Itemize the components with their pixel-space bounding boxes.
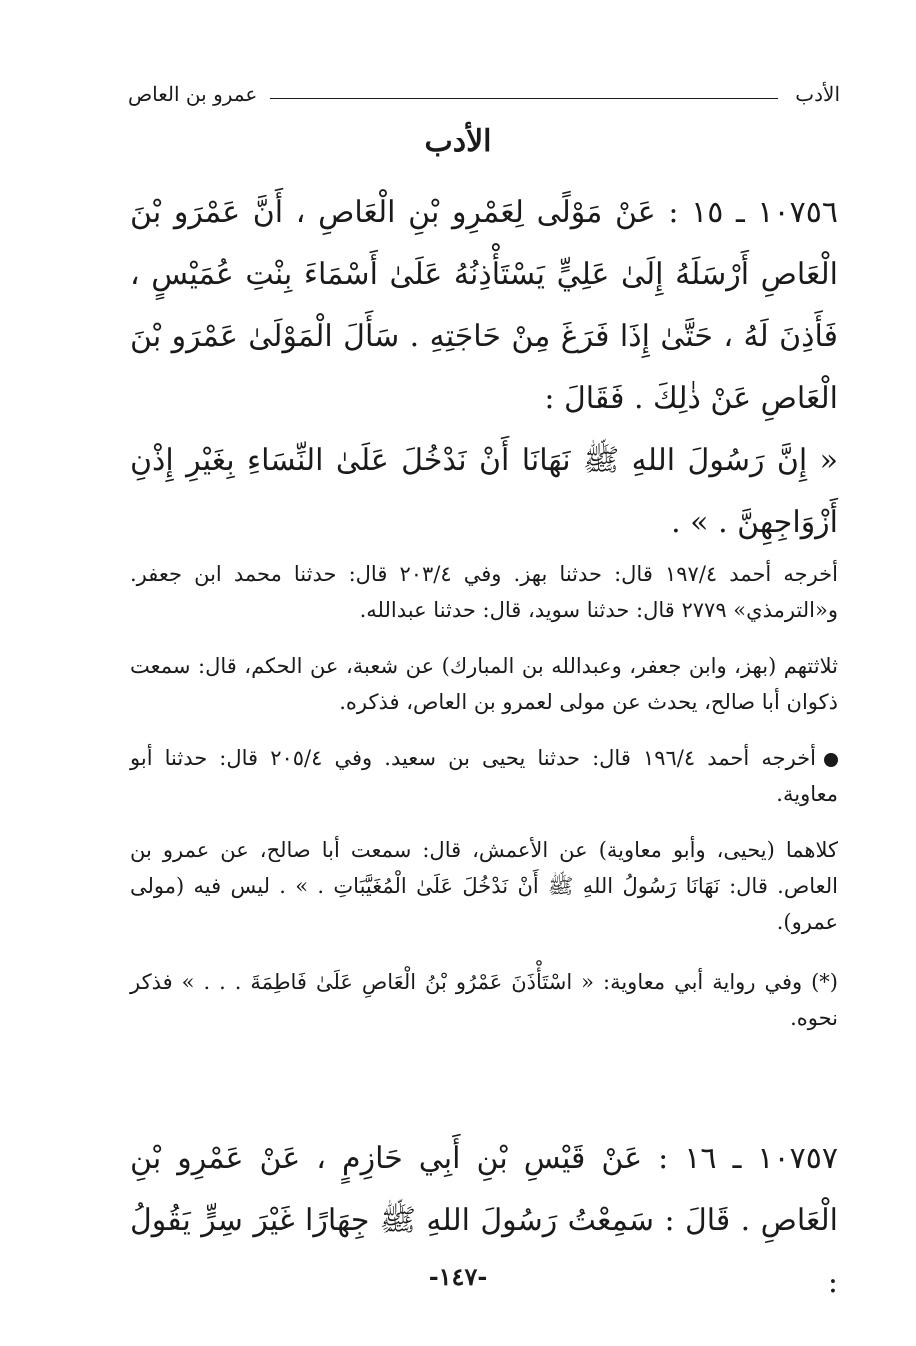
takhrij-note-1: أخرجه أحمد ١٩٧/٤ قال: حدثنا بهز. وفي ٢٠٣/٤ قال: حدثنا محمد ابن جعفر. و«الترمذي» ٢٧٧٩ قال: حدثنا سويد، قال: حدثنا عبدالله. (130, 562, 838, 622)
takhrij-note-4: كلاهما (يحيى، وأبو معاوية) عن الأعمش، قال: سمعت أبا صالح، عن عمرو بن العاص. قال: نَهَانَا رَسُولُ اللهِ ﷺ أَنْ نَدْخُلَ عَلَىٰ الْمُغَيَّبَاتِ . » . ليس فيه (مولى عمرو). (130, 838, 838, 934)
hadith-10756-quote: « إِنَّ رَسُولَ اللهِ ﷺ نَهَانَا أَنْ نَدْخُلَ عَلَىٰ النِّسَاءِ بِغَيْرِ إِذْنِ أَزْوَاجِهِنَّ . » . (130, 443, 838, 540)
takhrij-note-5: (*) وفي رواية أبي معاوية: « اسْتَأْذَنَ عَمْرُو بْنُ الْعَاصِ عَلَىٰ فَاطِمَةَ . . . » فذكر نحوه. (130, 970, 838, 1030)
takhrij-note-3 (130, 740, 838, 812)
takhrij-note-3-text: أخرجه أحمد ١٩٦/٤ قال: حدثنا يحيى بن سعيد. وفي ٢٠٥/٤ قال: حدثنا أبو معاوية. (130, 746, 838, 806)
hadith-10756-text: ١٠٧٥٦ ـ ١٥ : عَنْ مَوْلًى لِعَمْرِو بْنِ الْعَاصِ ، أَنَّ عَمْرَو بْنَ الْعَاصِ أَرْسَلَهُ إِلَىٰ عَلِيٍّ يَسْتَأْذِنُهُ عَلَىٰ أَسْمَاءَ بِنْتِ عُمَيْسٍ ، فَأَذِنَ لَهُ ، حَتَّىٰ إِذَا فَرَغَ مِنْ حَاجَتِهِ . سَأَلَ الْمَوْلَىٰ عَمْرَو بْنَ الْعَاصِ عَنْ ذٰلِكَ . فَقَالَ : (130, 195, 838, 416)
running-header (128, 80, 840, 114)
header-section-title: الأدب (795, 82, 840, 106)
header-narrator-name: عمرو بن العاص (128, 82, 258, 106)
page-number: -١٤٧- (428, 1262, 488, 1291)
hadith-10757-text: ١٠٧٥٧ ـ ١٦ : عَنْ قَيْسِ بْنِ أَبِي حَازِمٍ ، عَنْ عَمْرِو بْنِ الْعَاصِ . قَالَ : سَمِعْتُ رَسُولَ اللهِ ﷺ جِهَارًا غَيْرَ سِرٍّ يَقُولُ : (130, 1141, 838, 1300)
bullet-icon (824, 753, 838, 767)
chapter-title: الأدب (424, 124, 492, 159)
takhrij-note-2: ثلاثتهم (بهز، وابن جعفر، وعبدالله بن المبارك) عن شعبة، عن الحكم، قال: سمعت ذكوان أبا صالح، يحدث عن مولى لعمرو بن العاص، فذكره. (130, 654, 838, 714)
header-rule (270, 98, 778, 99)
